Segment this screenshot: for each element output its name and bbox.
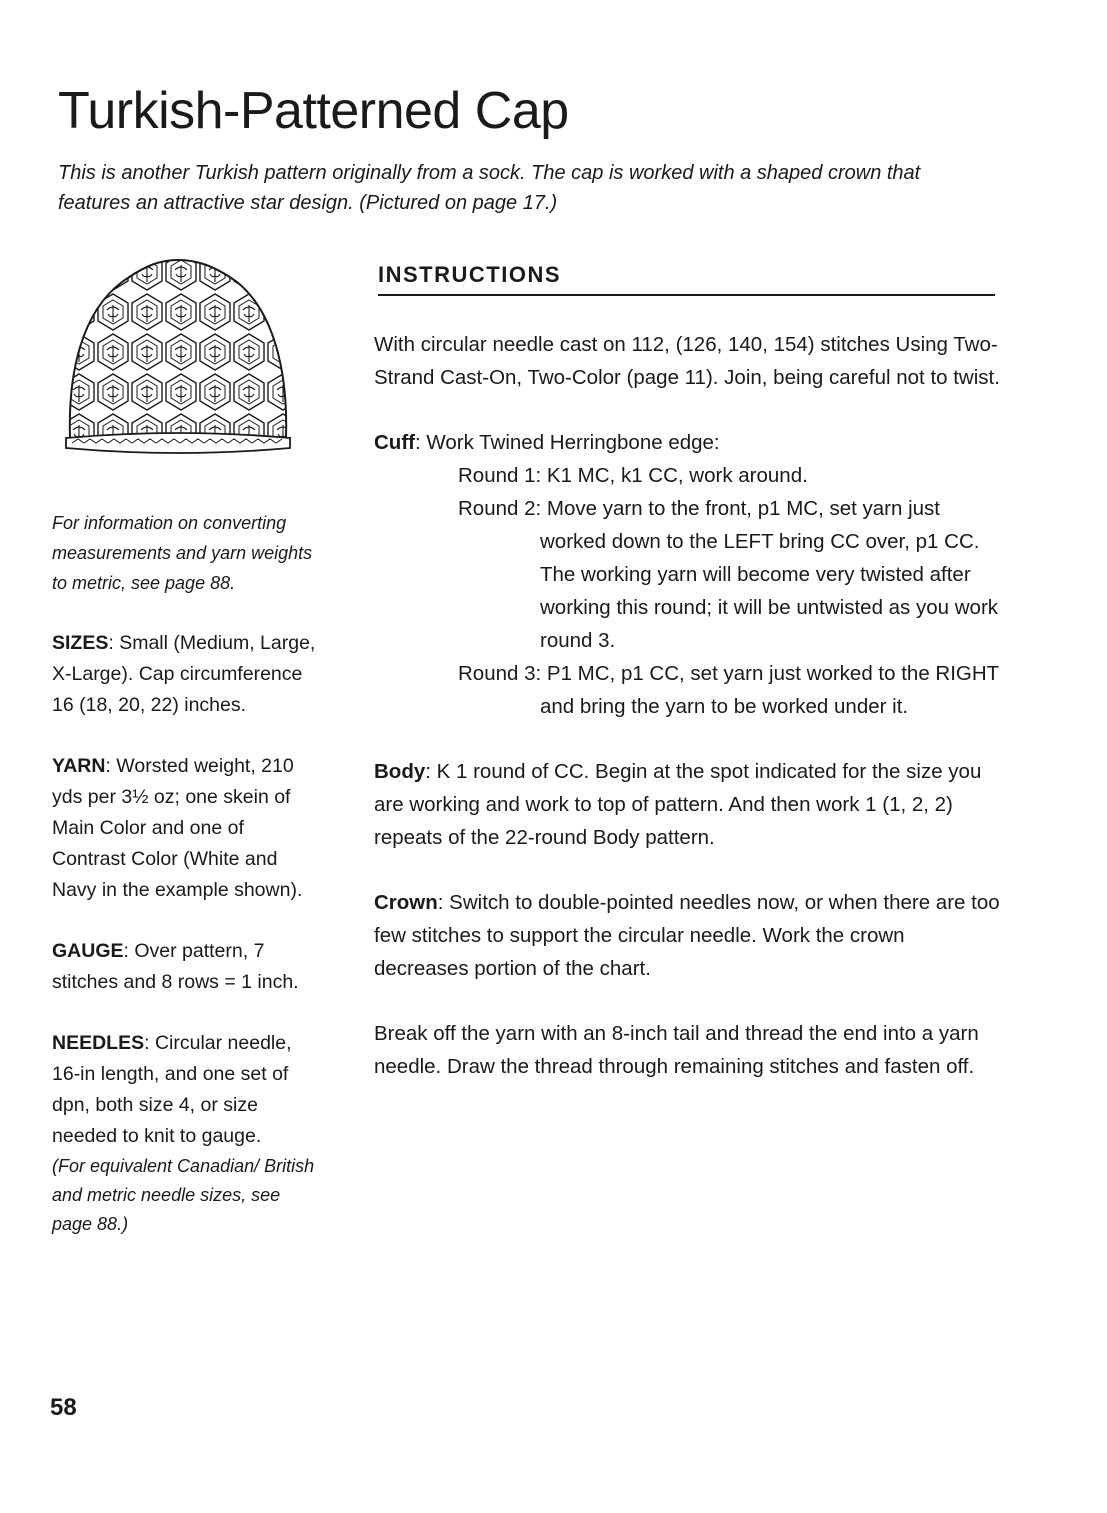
yarn-text: : Worsted weight, 210 yds per 3½ oz; one skein of Main Color and one of Contrast Color (White and Navy in the example shown). xyxy=(52,755,303,901)
cast-on-paragraph: With circular needle cast on 112, (126, 140, 154) stitches Using Two-Strand Cast-On, Two-Color (page 11). Join, being careful not to twist. xyxy=(374,333,1000,389)
yarn-label: YARN xyxy=(52,755,106,777)
instructions-heading: INSTRUCTIONS xyxy=(378,262,561,287)
finish-paragraph: Break off the yarn with an 8-inch tail and thread the end into a yarn needle. Draw the thread through remaining stitches and fasten off. xyxy=(374,1022,979,1078)
needles-note: (For equivalent Canadian/ British and metric needle sizes, see page 88.) xyxy=(52,1156,315,1234)
body-label: Body xyxy=(374,760,426,783)
metric-note: For information on converting measurements and yarn weights to metric, see page 88. xyxy=(52,513,313,593)
cuff-line xyxy=(374,426,1004,459)
page-number: 58 xyxy=(50,1394,77,1421)
body-text: : K 1 round of CC. Begin at the spot indicated for the size you are working and work to top of pattern. And then work 1 (1, 2, 2) repeats of the 22-round Body pattern. xyxy=(374,760,982,849)
round-1: Round 1: K1 MC, k1 CC, work around. xyxy=(458,464,808,487)
round-3: Round 3: P1 MC, p1 CC, set yarn just worked to the RIGHT and bring the yarn to be worked under it. xyxy=(458,662,999,718)
sizes-block xyxy=(52,628,322,721)
crown-text: : Switch to double-pointed needles now, or when there are too few stitches to support the circular needle. Work the crown decreases portion of the chart. xyxy=(374,891,1000,980)
heading-rule xyxy=(378,294,995,296)
crown-label: Crown xyxy=(374,891,438,914)
page-title: Turkish-Patterned Cap xyxy=(58,82,569,140)
needles-label: NEEDLES xyxy=(52,1032,145,1054)
round-list xyxy=(378,459,1004,723)
cuff-text: : Work Twined Herringbone edge: xyxy=(414,431,720,454)
intro-text: This is another Turkish pattern originally from a sock. The cap is worked with a shaped crown that features an attractive star design. (Pictured on page 17.) xyxy=(58,162,921,214)
cuff-section xyxy=(374,426,1004,723)
sizes-text: : Small (Medium, Large, X-Large). Cap circumference 16 (18, 20, 22) inches. xyxy=(52,632,316,716)
yarn-block xyxy=(52,751,322,906)
needles-block xyxy=(52,1028,322,1239)
gauge-label: GAUGE xyxy=(52,940,124,962)
cuff-label: Cuff xyxy=(374,431,415,454)
needles-text: : Circular needle, 16-in length, and one set of dpn, both size 4, or size needed to knit to gauge. xyxy=(52,1032,292,1147)
round-2: Round 2: Move yarn to the front, p1 MC, set yarn just worked down to the LEFT bring CC over, p1 CC. The working yarn will become very twisted after working this round; it will be untwisted as you work round 3. xyxy=(458,497,999,652)
gauge-text: : Over pattern, 7 stitches and 8 rows = 1 inch. xyxy=(52,940,299,993)
cap-illustration xyxy=(62,252,294,462)
instructions-body xyxy=(374,328,1004,1115)
gauge-block xyxy=(52,936,322,998)
sidebar xyxy=(52,508,322,1269)
body-paragraph xyxy=(374,755,1004,854)
crown-paragraph xyxy=(374,886,1004,985)
sizes-label: SIZES xyxy=(52,632,109,654)
